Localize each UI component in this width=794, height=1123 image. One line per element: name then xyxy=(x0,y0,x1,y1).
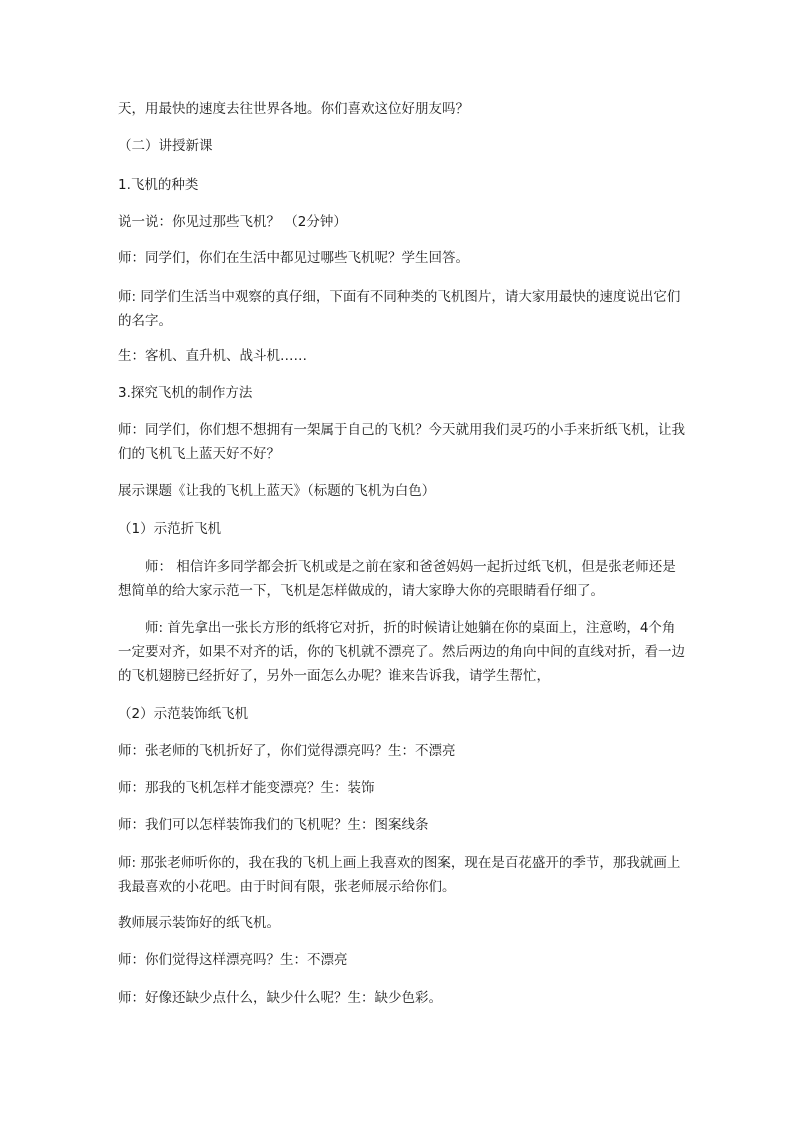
paragraph-dialogue-4: 师：你们觉得这样漂亮吗？生：不漂亮 xyxy=(118,952,348,968)
paragraph-teacher-shows: 教师展示装饰好的纸飞机。 xyxy=(118,915,280,931)
paragraph-demo-intro: 师： 相信许多同学都会折飞机或是之前在家和爸爸妈妈一起折过纸飞机，但是张老师还是想简单的给大家示范一下，飞机是怎样做成的，请大家睁大你的亮眼睛看仔细了。 xyxy=(118,559,676,599)
paragraph-dialogue-1: 师：张老师的飞机折好了，你们觉得漂亮吗？生：不漂亮 xyxy=(118,743,456,759)
paragraph-teacher-pictures: 师: 同学们生活当中观察的真仔细，下面有不同种类的飞机图片，请大家用最快的速度说出它们的名字。 xyxy=(118,289,681,329)
subheading-plane-types: 1.飞机的种类 xyxy=(118,177,199,193)
paragraph-dialogue-3: 师：我们可以怎样装饰我们的飞机呢？生：图案线条 xyxy=(118,817,429,833)
paragraph-show-title: 展示课题《让我的飞机上蓝天》（标题的飞机为白色） xyxy=(118,483,436,499)
paragraph-teacher-own-plane: 师：同学们，你们想不想拥有一架属于自己的飞机？今天就用我们灵巧的小手来折纸飞机，让我们的飞机飞上蓝天好不好？ xyxy=(118,422,685,462)
subheading-making-method: 3.探究飞机的制作方法 xyxy=(118,385,253,401)
section-heading-new-lesson: （二）讲授新课 xyxy=(118,138,213,154)
subheading-demo-fold: （1）示范折飞机 xyxy=(118,521,222,537)
paragraph-say: 说一说：你见过那些飞机？ （2分钟） xyxy=(118,214,347,230)
paragraph-student-answer: 生：客机、直升机、战斗机…… xyxy=(118,348,307,364)
paragraph-draw-flowers: 师: 那张老师听你的，我在我的飞机上画上我喜欢的图案，现在是百花盛开的季节，那我就画上我最喜欢的小花吧。由于时间有限，张老师展示给你们。 xyxy=(118,855,681,895)
paragraph-dialogue-2: 师：那我的飞机怎样才能变漂亮？生：装饰 xyxy=(118,780,375,796)
paragraph-intro-end: 天，用最快的速度去往世界各地。你们喜欢这位好朋友吗？ xyxy=(118,101,469,117)
paragraph-dialogue-5: 师：好像还缺少点什么，缺少什么呢？生：缺少色彩。 xyxy=(118,990,442,1006)
paragraph-demo-steps: 师: 首先拿出一张长方形的纸将它对折，折的时候请让她躺在你的桌面上，注意哟，4个角一定要对齐，如果不对齐的话，你的飞机就不漂亮了。然后两边的角向中间的直线对折，看一边的飞机翅膀已经折好了，另外一面怎么办呢？谁来告诉我，请学生帮忙， xyxy=(118,620,685,684)
subheading-demo-decorate: （2）示范装饰纸飞机 xyxy=(118,706,249,722)
paragraph-teacher-question: 师：同学们，你们在生活中都见过哪些飞机呢？学生回答。 xyxy=(118,250,469,266)
